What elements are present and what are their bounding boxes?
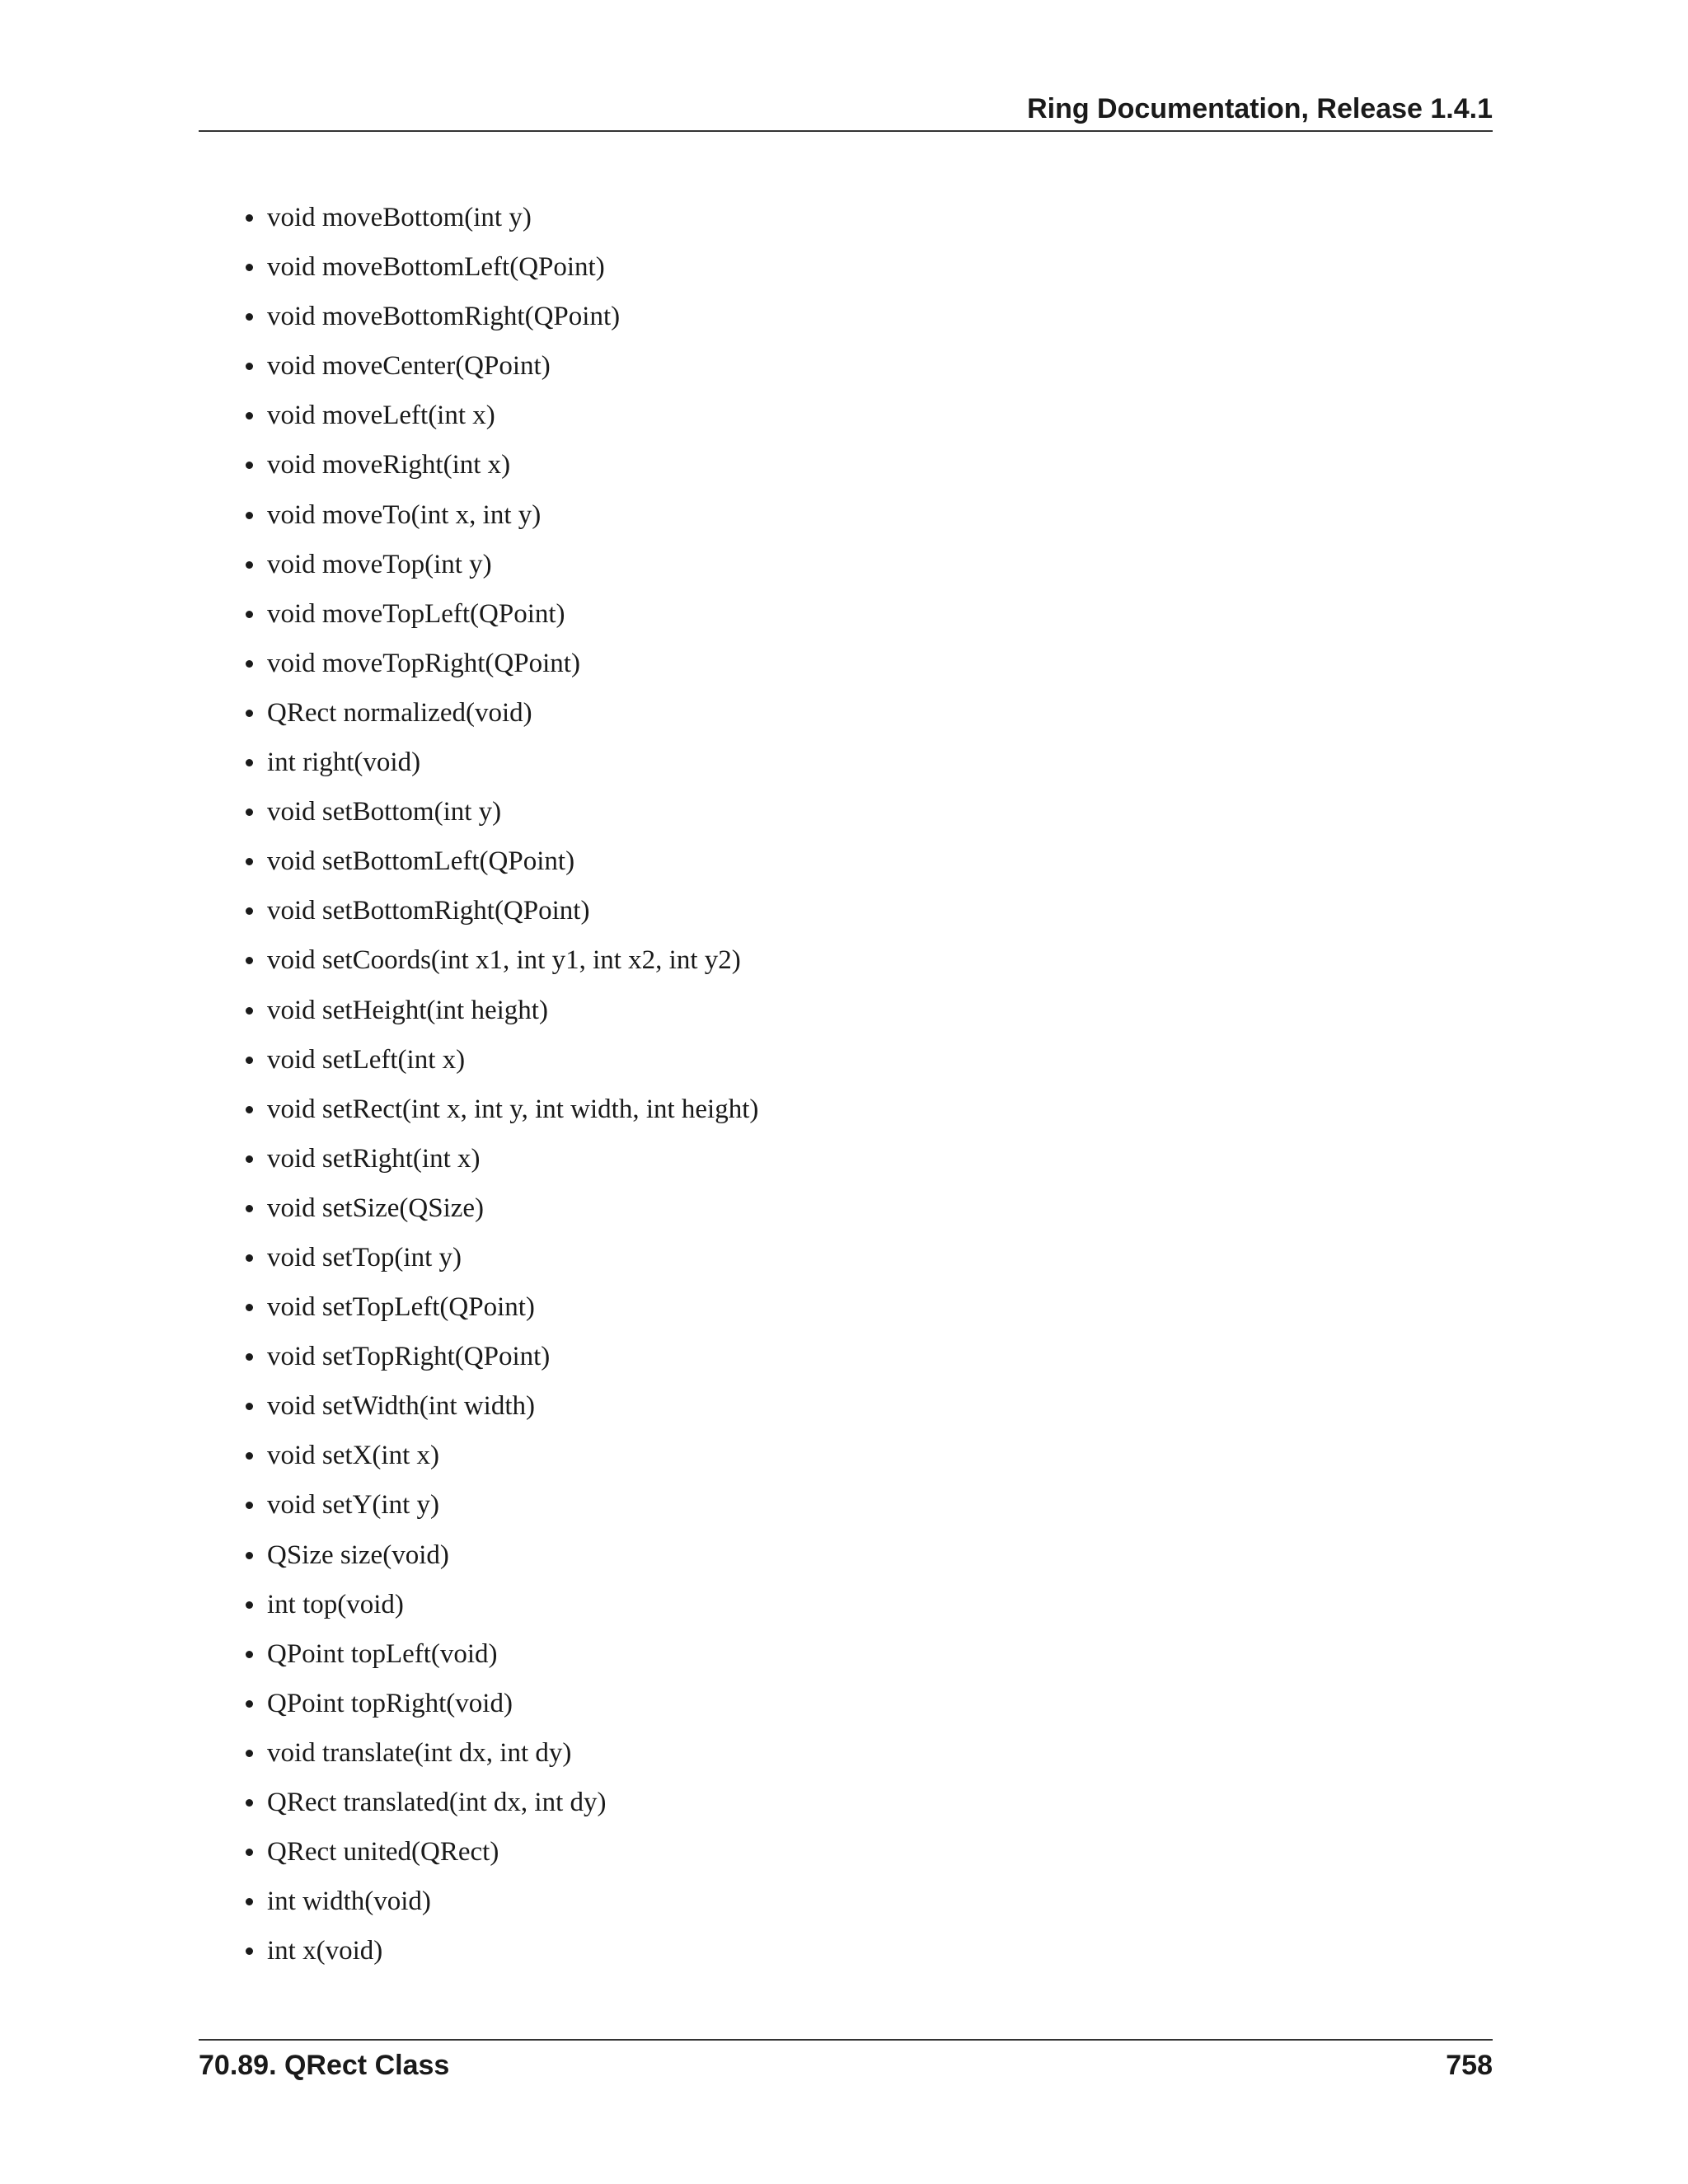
bullet-icon [246, 1799, 253, 1807]
method-signature: int top(void) [267, 1589, 404, 1619]
method-signature: void setSize(QSize) [267, 1193, 485, 1223]
list-item [239, 647, 758, 696]
list-item [239, 1588, 758, 1638]
list-item [239, 598, 758, 647]
page-footer [199, 2039, 1493, 2090]
list-item [239, 994, 758, 1043]
method-signature: void setBottom(int y) [267, 797, 502, 827]
list-item [239, 1885, 758, 1934]
method-signature: void setLeft(int x) [267, 1044, 466, 1075]
method-signature: void moveLeft(int x) [267, 401, 495, 431]
method-signature: void setTopRight(QPoint) [267, 1342, 551, 1372]
list-item [239, 845, 758, 894]
bullet-icon [246, 363, 253, 370]
bullet-icon [246, 1750, 253, 1757]
bullet-icon [246, 1651, 253, 1658]
method-signature: int right(void) [267, 748, 421, 778]
list-item [239, 1687, 758, 1736]
method-signature: void moveBottomLeft(QPoint) [267, 252, 605, 283]
bullet-icon [246, 1601, 253, 1609]
footer-page-number: 758 [1446, 2050, 1493, 2081]
bullet-icon [246, 1898, 253, 1905]
list-item [239, 1340, 758, 1390]
bullet-icon [246, 957, 253, 964]
header-title: Ring Documentation, Release 1.4.1 [1027, 93, 1493, 124]
bullet-icon [246, 1947, 253, 1955]
method-signature: void moveTop(int y) [267, 549, 492, 579]
list-item [239, 1638, 758, 1687]
method-signature: void translate(int dx, int dy) [267, 1737, 572, 1768]
list-item [239, 1835, 758, 1885]
method-signature: void moveBottom(int y) [267, 203, 532, 232]
method-signature: void setBottomLeft(QPoint) [267, 846, 575, 877]
list-item [239, 1093, 758, 1142]
method-signature: QPoint topLeft(void) [267, 1638, 498, 1669]
list-item [239, 1241, 758, 1291]
bullet-icon [246, 214, 253, 222]
method-signature: int x(void) [267, 1936, 383, 1966]
list-item [239, 1786, 758, 1835]
method-signature: void setTop(int y) [267, 1242, 462, 1272]
bullet-icon [246, 313, 253, 321]
list-item [239, 944, 758, 993]
list-item [239, 1390, 758, 1439]
list-item [239, 201, 758, 251]
method-signature: void moveRight(int x) [267, 450, 511, 480]
list-item [239, 746, 758, 795]
bullet-icon [246, 660, 253, 668]
list-item [239, 1291, 758, 1340]
method-signature: void moveBottomRight(QPoint) [267, 302, 621, 332]
list-item [239, 1488, 758, 1538]
method-list [239, 201, 758, 1984]
bullet-icon [246, 808, 253, 816]
method-signature: void moveTopRight(QPoint) [267, 648, 580, 678]
method-signature: void moveTopLeft(QPoint) [267, 598, 565, 629]
method-signature: void setY(int y) [267, 1490, 439, 1521]
list-item [239, 448, 758, 498]
bullet-icon [246, 1106, 253, 1113]
bullet-icon [246, 561, 253, 569]
bullet-icon [246, 1205, 253, 1212]
bullet-icon [246, 1304, 253, 1311]
list-item [239, 251, 758, 300]
bullet-icon [246, 1155, 253, 1163]
list-item [239, 1736, 758, 1786]
method-signature: void moveCenter(QPoint) [267, 351, 551, 382]
list-item [239, 894, 758, 944]
bullet-icon [246, 611, 253, 618]
list-item [239, 300, 758, 349]
list-item [239, 499, 758, 548]
list-item [239, 1043, 758, 1093]
list-item [239, 696, 758, 746]
list-item [239, 1439, 758, 1488]
method-signature: QSize size(void) [267, 1540, 449, 1570]
bullet-icon [246, 858, 253, 865]
page-header [199, 91, 1493, 132]
bullet-icon [246, 264, 253, 271]
list-item [239, 1142, 758, 1192]
method-signature: QRect united(QRect) [267, 1837, 499, 1868]
bullet-icon [246, 1057, 253, 1064]
list-item [239, 548, 758, 598]
method-signature: QPoint topRight(void) [267, 1688, 513, 1718]
method-signature: void setTopLeft(QPoint) [267, 1292, 535, 1323]
bullet-icon [246, 907, 253, 915]
bullet-icon [246, 1502, 253, 1509]
method-signature: void moveTo(int x, int y) [267, 499, 542, 530]
bullet-icon [246, 710, 253, 717]
bullet-icon [246, 462, 253, 469]
method-signature: void setHeight(int height) [267, 995, 548, 1025]
bullet-icon [246, 512, 253, 519]
bullet-icon [246, 1552, 253, 1559]
bullet-icon [246, 1254, 253, 1262]
list-item [239, 1934, 758, 1984]
bullet-icon [246, 1353, 253, 1361]
list-item [239, 399, 758, 448]
method-signature: QRect normalized(void) [267, 697, 532, 728]
bullet-icon [246, 759, 253, 766]
method-signature: void setCoords(int x1, int y1, int x2, int y2) [267, 945, 741, 976]
list-item [239, 349, 758, 399]
list-item [239, 1192, 758, 1241]
list-item [239, 795, 758, 845]
list-item [239, 1539, 758, 1588]
bullet-icon [246, 1849, 253, 1856]
method-signature: int width(void) [267, 1886, 431, 1917]
bullet-icon [246, 412, 253, 419]
method-signature: void setRect(int x, int y, int width, int height) [267, 1094, 759, 1124]
method-signature: void setX(int x) [267, 1441, 439, 1471]
bullet-icon [246, 1007, 253, 1015]
method-signature: void setBottomRight(QPoint) [267, 896, 590, 926]
method-signature: void setRight(int x) [267, 1143, 481, 1174]
method-signature: QRect translated(int dx, int dy) [267, 1788, 607, 1817]
bullet-icon [246, 1452, 253, 1460]
footer-section-title: 70.89. QRect Class [199, 2050, 450, 2081]
bullet-icon [246, 1700, 253, 1708]
method-signature: void setWidth(int width) [267, 1391, 535, 1422]
bullet-icon [246, 1403, 253, 1410]
